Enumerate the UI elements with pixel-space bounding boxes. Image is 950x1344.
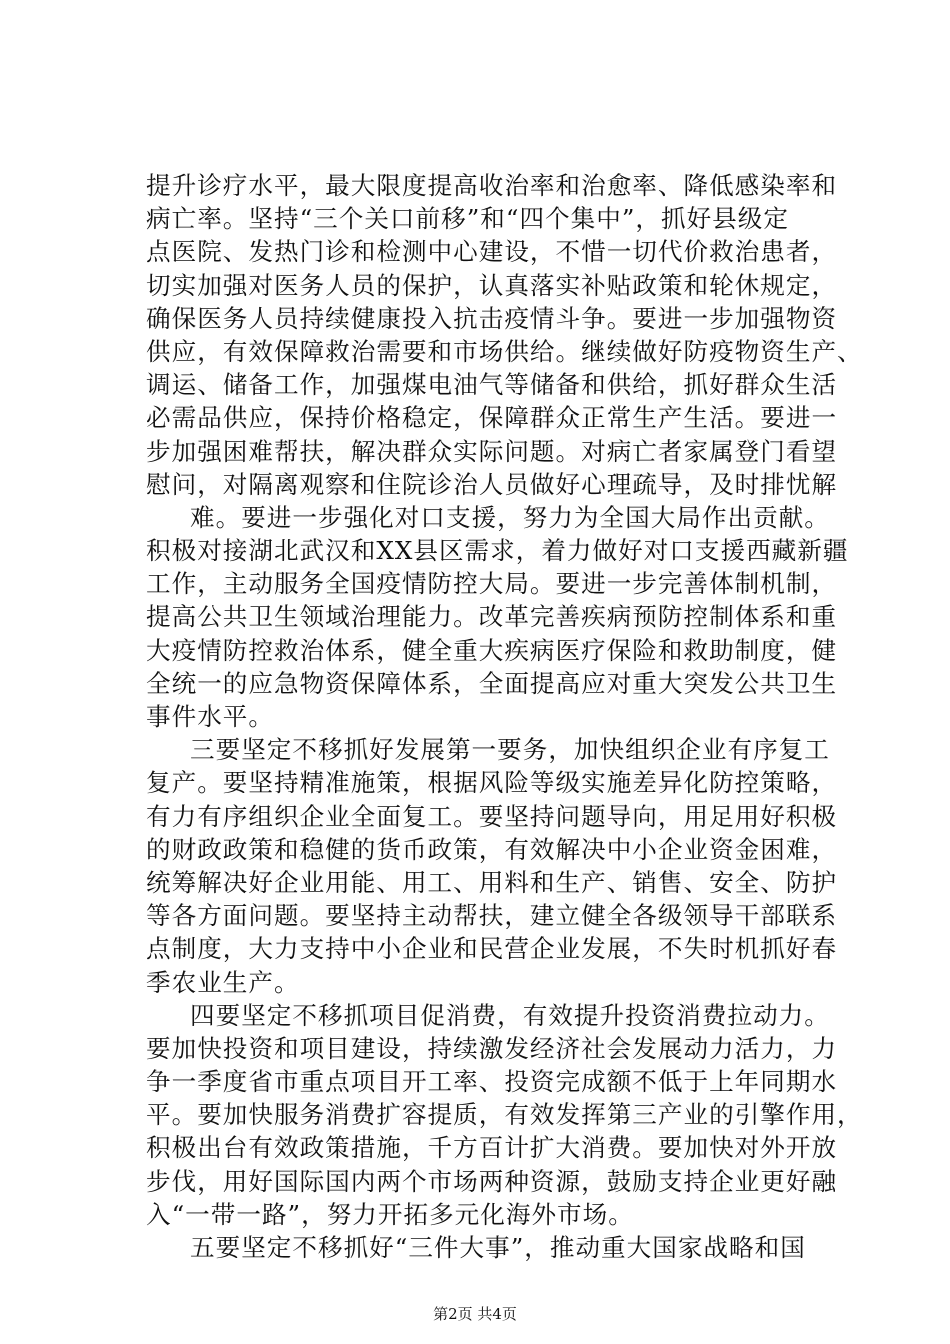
- text-line: 提高公共卫生领域治理能力。改革完善疾病预防控制体系和重: [146, 602, 838, 632]
- text-line: 复产。要坚持精准施策，根据风险等级实施差异化防控策略，: [146, 768, 838, 798]
- text-line: 争一季度省市重点项目开工率、投资完成额不低于上年同期水: [146, 1067, 838, 1097]
- text-line: 慰问，对隔离观察和住院诊治人员做好心理疏导，及时排忧解: [146, 469, 838, 499]
- text-line: 五要坚定不移抓好“三件大事”，推动重大国家战略和国: [190, 1233, 806, 1262]
- text-line: 积极对接湖北武汉和XX县区需求，着力做好对口支援西藏新疆: [146, 536, 849, 566]
- text-line: 难。要进一步强化对口支援，努力为全国大局作出贡献。: [190, 502, 830, 532]
- text-line: 提升诊疗水平，最大限度提高收治率和治愈率、降低感染率和: [146, 171, 838, 200]
- text-line: 的财政政策和稳健的货币政策，有效解决中小企业资金困难，: [146, 834, 838, 864]
- text-line: 确保医务人员持续健康投入抗击疫情斗争。要进一步加强物资: [146, 303, 838, 333]
- text-line: 工作，主动服务全国疫情防控大局。要进一步完善体制机制，: [146, 569, 838, 599]
- text-line: 大疫情防控救治体系，健全重大疾病医疗保险和救助制度，健: [146, 635, 838, 665]
- text-line: 事件水平。: [146, 702, 274, 731]
- text-line: 季农业生产。: [146, 967, 300, 997]
- text-line: 等各方面问题。要坚持主动帮扶，建立健全各级领导干部联系: [146, 901, 838, 931]
- text-line: 步伐，用好国际国内两个市场两种资源，鼓励支持企业更好融: [146, 1166, 838, 1196]
- body-text: [146, 169, 863, 1264]
- text-line: 点制度，大力支持中小企业和民营企业发展，不失时机抓好春: [146, 934, 838, 964]
- text-line: 统筹解决好企业用能、用工、用料和生产、销售、安全、防护: [146, 867, 838, 897]
- text-line: 有力有序组织企业全面复工。要坚持问题导向，用足用好积极: [146, 801, 838, 831]
- text-line: 点医院、发热门诊和检测中心建设，不惜一切代价救治患者，: [146, 237, 838, 267]
- text-line: 病亡率。坚持“三个关口前移”和“四个集中”，抓好县级定: [146, 204, 789, 234]
- text-line: 必需品供应，保持价格稳定，保障群众正常生产生活。要进一: [146, 403, 838, 433]
- text-line: 入“一带一路”，努力开拓多元化海外市场。: [146, 1199, 634, 1229]
- text-line: 步加强困难帮扶，解决群众实际问题。对病亡者家属登门看望: [146, 436, 838, 466]
- text-line: 积极出台有效政策措施，千方百计扩大消费。要加快对外开放: [146, 1133, 838, 1163]
- page-number-footer: 第2页 共4页: [433, 1305, 517, 1323]
- text-line: 供应，有效保障救治需要和市场供给。继续做好防疫物资生产、: [146, 336, 863, 366]
- text-line: 全统一的应急物资保障体系，全面提高应对重大突发公共卫生: [146, 668, 838, 698]
- text-line: 三要坚定不移抓好发展第一要务，加快组织企业有序复工: [190, 735, 830, 765]
- text-line: 四要坚定不移抓项目促消费，有效提升投资消费拉动力。: [190, 1000, 830, 1030]
- text-line: 调运、储备工作，加强煤电油气等储备和供给，抓好群众生活: [146, 370, 838, 400]
- text-line: 切实加强对医务人员的保护，认真落实补贴政策和轮休规定，: [146, 270, 838, 300]
- text-line: 平。要加快服务消费扩容提质，有效发挥第三产业的引擎作用，: [146, 1100, 863, 1130]
- text-line: 要加快投资和项目建设，持续激发经济社会发展动力活力，力: [146, 1033, 838, 1063]
